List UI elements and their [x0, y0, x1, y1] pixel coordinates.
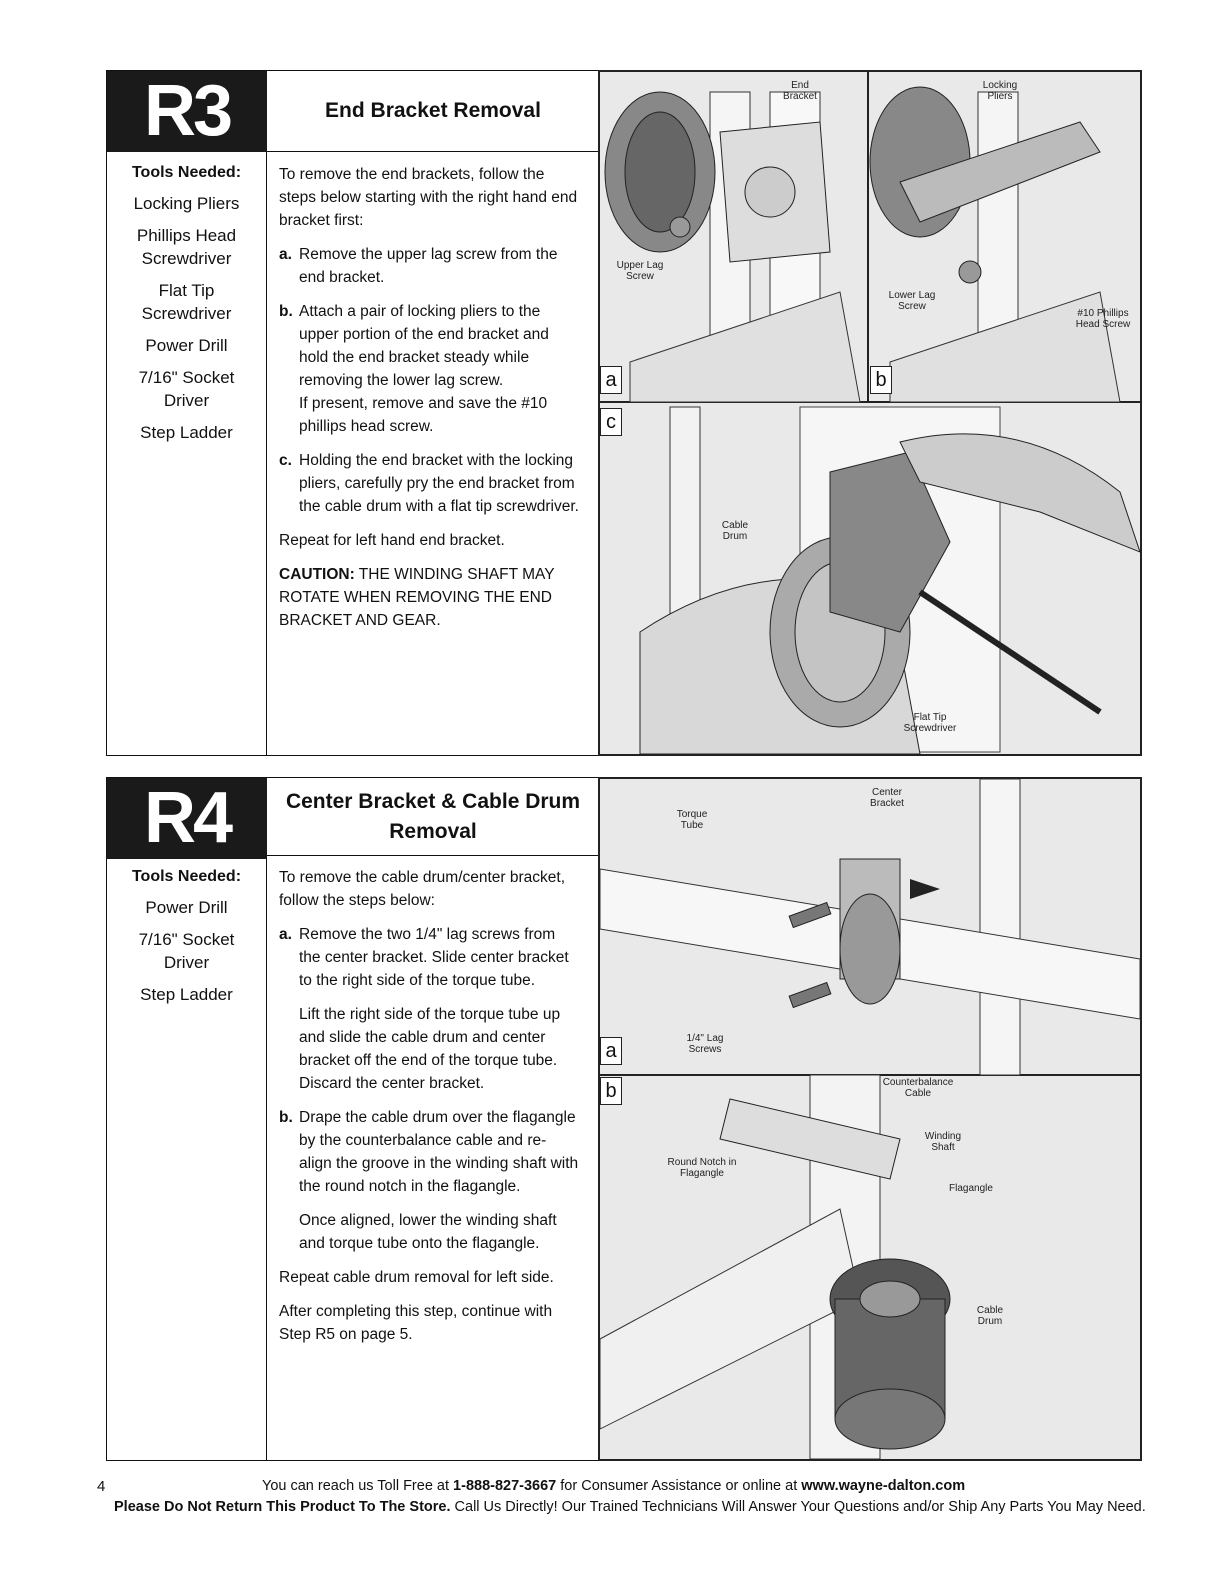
callout-round-notch: Round Notch in Flagangle [667, 1157, 737, 1179]
r3-repeat-note: Repeat for left hand end bracket. [279, 532, 505, 549]
r4-illustration-drawing [600, 779, 1140, 1459]
callout-lower-lag-screw: Lower Lag Screw [888, 290, 936, 312]
callout-flagangle: Flagangle [949, 1183, 993, 1194]
footer-text: for Consumer Assistance or online at [556, 1478, 802, 1494]
r4-tools-column [107, 856, 267, 1460]
r4-instructions [279, 866, 579, 1357]
r3-tools-column [107, 152, 267, 755]
r4-step-a [279, 923, 579, 1095]
footer-warning: Please Do Not Return This Product To The Store. [114, 1499, 451, 1515]
r4-intro: To remove the cable drum/center bracket, follow the steps below: [279, 869, 566, 909]
r3-intro: To remove the end brackets, follow the steps below starting with the right hand end bracket first: [279, 166, 578, 229]
callout-torque-tube: Torque Tube [676, 809, 708, 831]
footer-phone: 1-888-827-3667 [453, 1478, 557, 1494]
step-text: If present, remove and save the #10 phillips head screw. [299, 395, 548, 435]
step-label: b. [279, 303, 293, 320]
step-label: c. [279, 452, 292, 469]
r3-text-panel [106, 70, 598, 756]
callout-cable-drum: Cable Drum [721, 520, 749, 542]
step-text: Once aligned, lower the winding shaft and torque tube onto the flagangle. [299, 1212, 557, 1252]
r3-title: End Bracket Removal [267, 71, 599, 152]
step-text: Remove the two 1/4" lag screws from the center bracket. Slide center bracket to the right side of the torque tube. [299, 926, 569, 989]
r3-caution [279, 563, 579, 632]
r3-step-c [279, 449, 579, 518]
r3-illustration-drawing [600, 72, 1140, 754]
footer-text: Call Us Directly! Our Trained Technicians Will Answer Your Questions and/or Ship Any Parts You May Need. [450, 1499, 1146, 1515]
r4-step-badge: R4 [107, 778, 267, 859]
r4-tool-item: Power Drill [145, 898, 228, 917]
step-text: Lift the right side of the torque tube up and slide the cable drum and center bracket off the end of the torque tube. Discard the center bracket. [299, 1006, 561, 1092]
callout-center-bracket: Center Bracket [870, 787, 904, 809]
r3-step-badge: R3 [107, 71, 267, 152]
callout-winding-shaft: Winding Shaft [924, 1131, 962, 1153]
step-text: Attach a pair of locking pliers to the upper portion of the end bracket and hold the end bracket steady while removing the lower lag screw. [299, 303, 549, 389]
r3-illustration [598, 70, 1142, 756]
r3-step-a [279, 243, 579, 289]
caution-text: THE WINDING SHAFT MAY ROTATE WHEN REMOVING THE END BRACKET AND GEAR. [279, 566, 555, 629]
step-text: Drape the cable drum over the flagangle by the counterbalance cable and re-align the groove in the winding shaft with the round notch in the flagangle. [299, 1109, 579, 1195]
page-number: 4 [97, 1478, 106, 1495]
callout-upper-lag-screw: Upper Lag Screw [616, 260, 664, 282]
r4-tool-item: 7/16" Socket Driver [138, 930, 235, 972]
r3-tool-item: Phillips Head Screwdriver [136, 226, 237, 268]
r3-tool-item: Step Ladder [140, 423, 233, 442]
section-r3 [106, 70, 1142, 756]
section-r4 [106, 777, 1142, 1461]
r4-tools-heading: Tools Needed: [131, 868, 242, 885]
step-label: a. [279, 926, 292, 943]
figure-label-a: a [600, 1037, 622, 1065]
step-text: Remove the upper lag screw from the end bracket. [299, 246, 558, 286]
footer-return-line [114, 1499, 1146, 1515]
callout-locking-pliers: Locking Pliers [982, 80, 1018, 102]
r4-illustration [598, 777, 1142, 1461]
step-label: a. [279, 246, 292, 263]
callout-lag-screws: 1/4" Lag Screws [686, 1033, 724, 1055]
step-text: Holding the end bracket with the locking pliers, carefully pry the end bracket from the cable drum with a flat tip screwdriver. [299, 452, 579, 515]
callout-phillips-screw: #10 Phillips Head Screw [1075, 308, 1131, 330]
callout-counterbalance-cable: Counterbalance Cable [882, 1077, 954, 1099]
r4-continue-note: After completing this step, continue with Step R5 on page 5. [279, 1303, 553, 1343]
caution-label: CAUTION: [279, 566, 355, 583]
r3-tools-heading: Tools Needed: [131, 164, 242, 181]
step-label: b. [279, 1109, 293, 1126]
footer-website: www.wayne-dalton.com [801, 1478, 966, 1494]
footer-contact-line [262, 1478, 965, 1494]
figure-label-b: b [870, 366, 892, 394]
r4-tool-item: Step Ladder [140, 985, 233, 1004]
callout-cable-drum: Cable Drum [976, 1305, 1004, 1327]
r3-instructions [279, 163, 579, 643]
r3-tool-item: Locking Pliers [133, 194, 240, 213]
callout-flat-tip-screwdriver: Flat Tip Screwdriver [903, 712, 957, 734]
r3-step-b [279, 300, 579, 438]
r3-tool-item: Flat Tip Screwdriver [141, 281, 232, 323]
r3-tool-item: 7/16" Socket Driver [138, 368, 235, 410]
callout-end-bracket: End Bracket [783, 80, 817, 102]
r4-step-b [279, 1106, 579, 1255]
figure-label-b: b [600, 1077, 622, 1105]
footer-text: You can reach us Toll Free at [262, 1478, 454, 1494]
r3-tool-item: Power Drill [145, 336, 228, 355]
r4-repeat-note: Repeat cable drum removal for left side. [279, 1269, 554, 1286]
figure-label-a: a [600, 366, 622, 394]
figure-label-c: c [600, 408, 622, 436]
r4-title: Center Bracket & Cable Drum Removal [267, 778, 599, 856]
r4-text-panel [106, 777, 598, 1461]
